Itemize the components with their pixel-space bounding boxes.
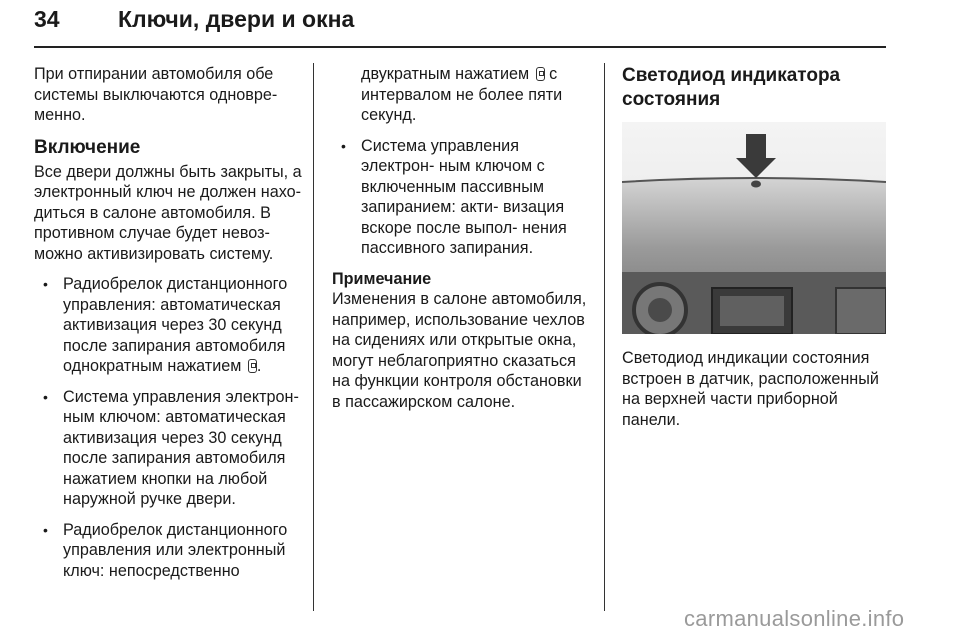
watermark: carmanualsonline.info (684, 606, 905, 631)
section-heading-activation: Включение (34, 136, 141, 158)
header-rule (34, 46, 886, 48)
page-number: 34 (34, 6, 60, 32)
list-item-text: Система управления электрон- ным ключом: автоматическая активизация через 30 секунд после запирания автомобиля нажатием кнопки на любой наружной ручке двери. (63, 387, 299, 508)
activation-paragraph: Все двери должны быть закрыты, а электронный ключ не должен нахо- диться в салоне автомобиля. В противном случае будет невоз- можно активизировать систему. (34, 162, 302, 263)
list-item (332, 136, 594, 259)
list-item (34, 387, 306, 510)
lock-key-icon (536, 67, 545, 81)
activation-list (34, 274, 306, 581)
continuation-suffix: с интервалом не более пяти секунд. (361, 65, 563, 124)
column-divider (313, 63, 314, 611)
page-header (34, 4, 886, 48)
list-item-text: Система управления электрон- ным ключом с включенным пассивным запиранием: акти- визация вскоре после выпол- нения пассивного запирания. (361, 136, 567, 257)
dashboard-sensor-figure (622, 122, 886, 334)
dashboard-illustration (622, 122, 886, 334)
figure-caption: Светодиод индикации состояния встроен в датчик, расположенный на верхней части приборной панели. (622, 349, 879, 429)
column-left (34, 64, 306, 591)
bullet-icon: • (43, 276, 48, 292)
column-right (622, 64, 886, 430)
page-title: Ключи, двери и окна (118, 6, 355, 32)
list-item (34, 274, 306, 377)
column-divider (604, 63, 605, 611)
list-item-suffix: . (256, 357, 262, 375)
list-item (34, 520, 306, 582)
note-text: Изменения в салоне автомобиля, например, использование чехлов на сидениях или открытые окна, могут неблагоприятно сказаться на функции контроля обстановки в пассажирском салоне. (332, 290, 587, 411)
sensor-led (751, 181, 761, 188)
bullet-icon: • (43, 521, 48, 538)
note-heading: Примечание (332, 269, 432, 288)
list-item-text: Радиобрелок дистанционного управления: автоматическая активизация через 30 секунд после запирания автомобиля однократным нажатием (63, 275, 288, 375)
list-item-text: Радиобрелок дистанционного управления или электронный ключ: непосредственно (63, 520, 288, 580)
activation-list-continued (332, 136, 594, 259)
bullet-icon: • (341, 137, 346, 154)
lock-key-icon (248, 359, 257, 373)
intro-paragraph: При отпирании автомобиля обе системы выключаются одновре- менно. (34, 65, 278, 124)
air-vent-right (836, 288, 886, 334)
list-item-continuation (332, 64, 594, 126)
continuation-text: двукратным нажатием (361, 65, 530, 83)
bullet-icon: • (43, 388, 48, 405)
section-heading-status-led: Светодиод индикатора состояния (622, 65, 841, 110)
column-middle (332, 64, 594, 422)
